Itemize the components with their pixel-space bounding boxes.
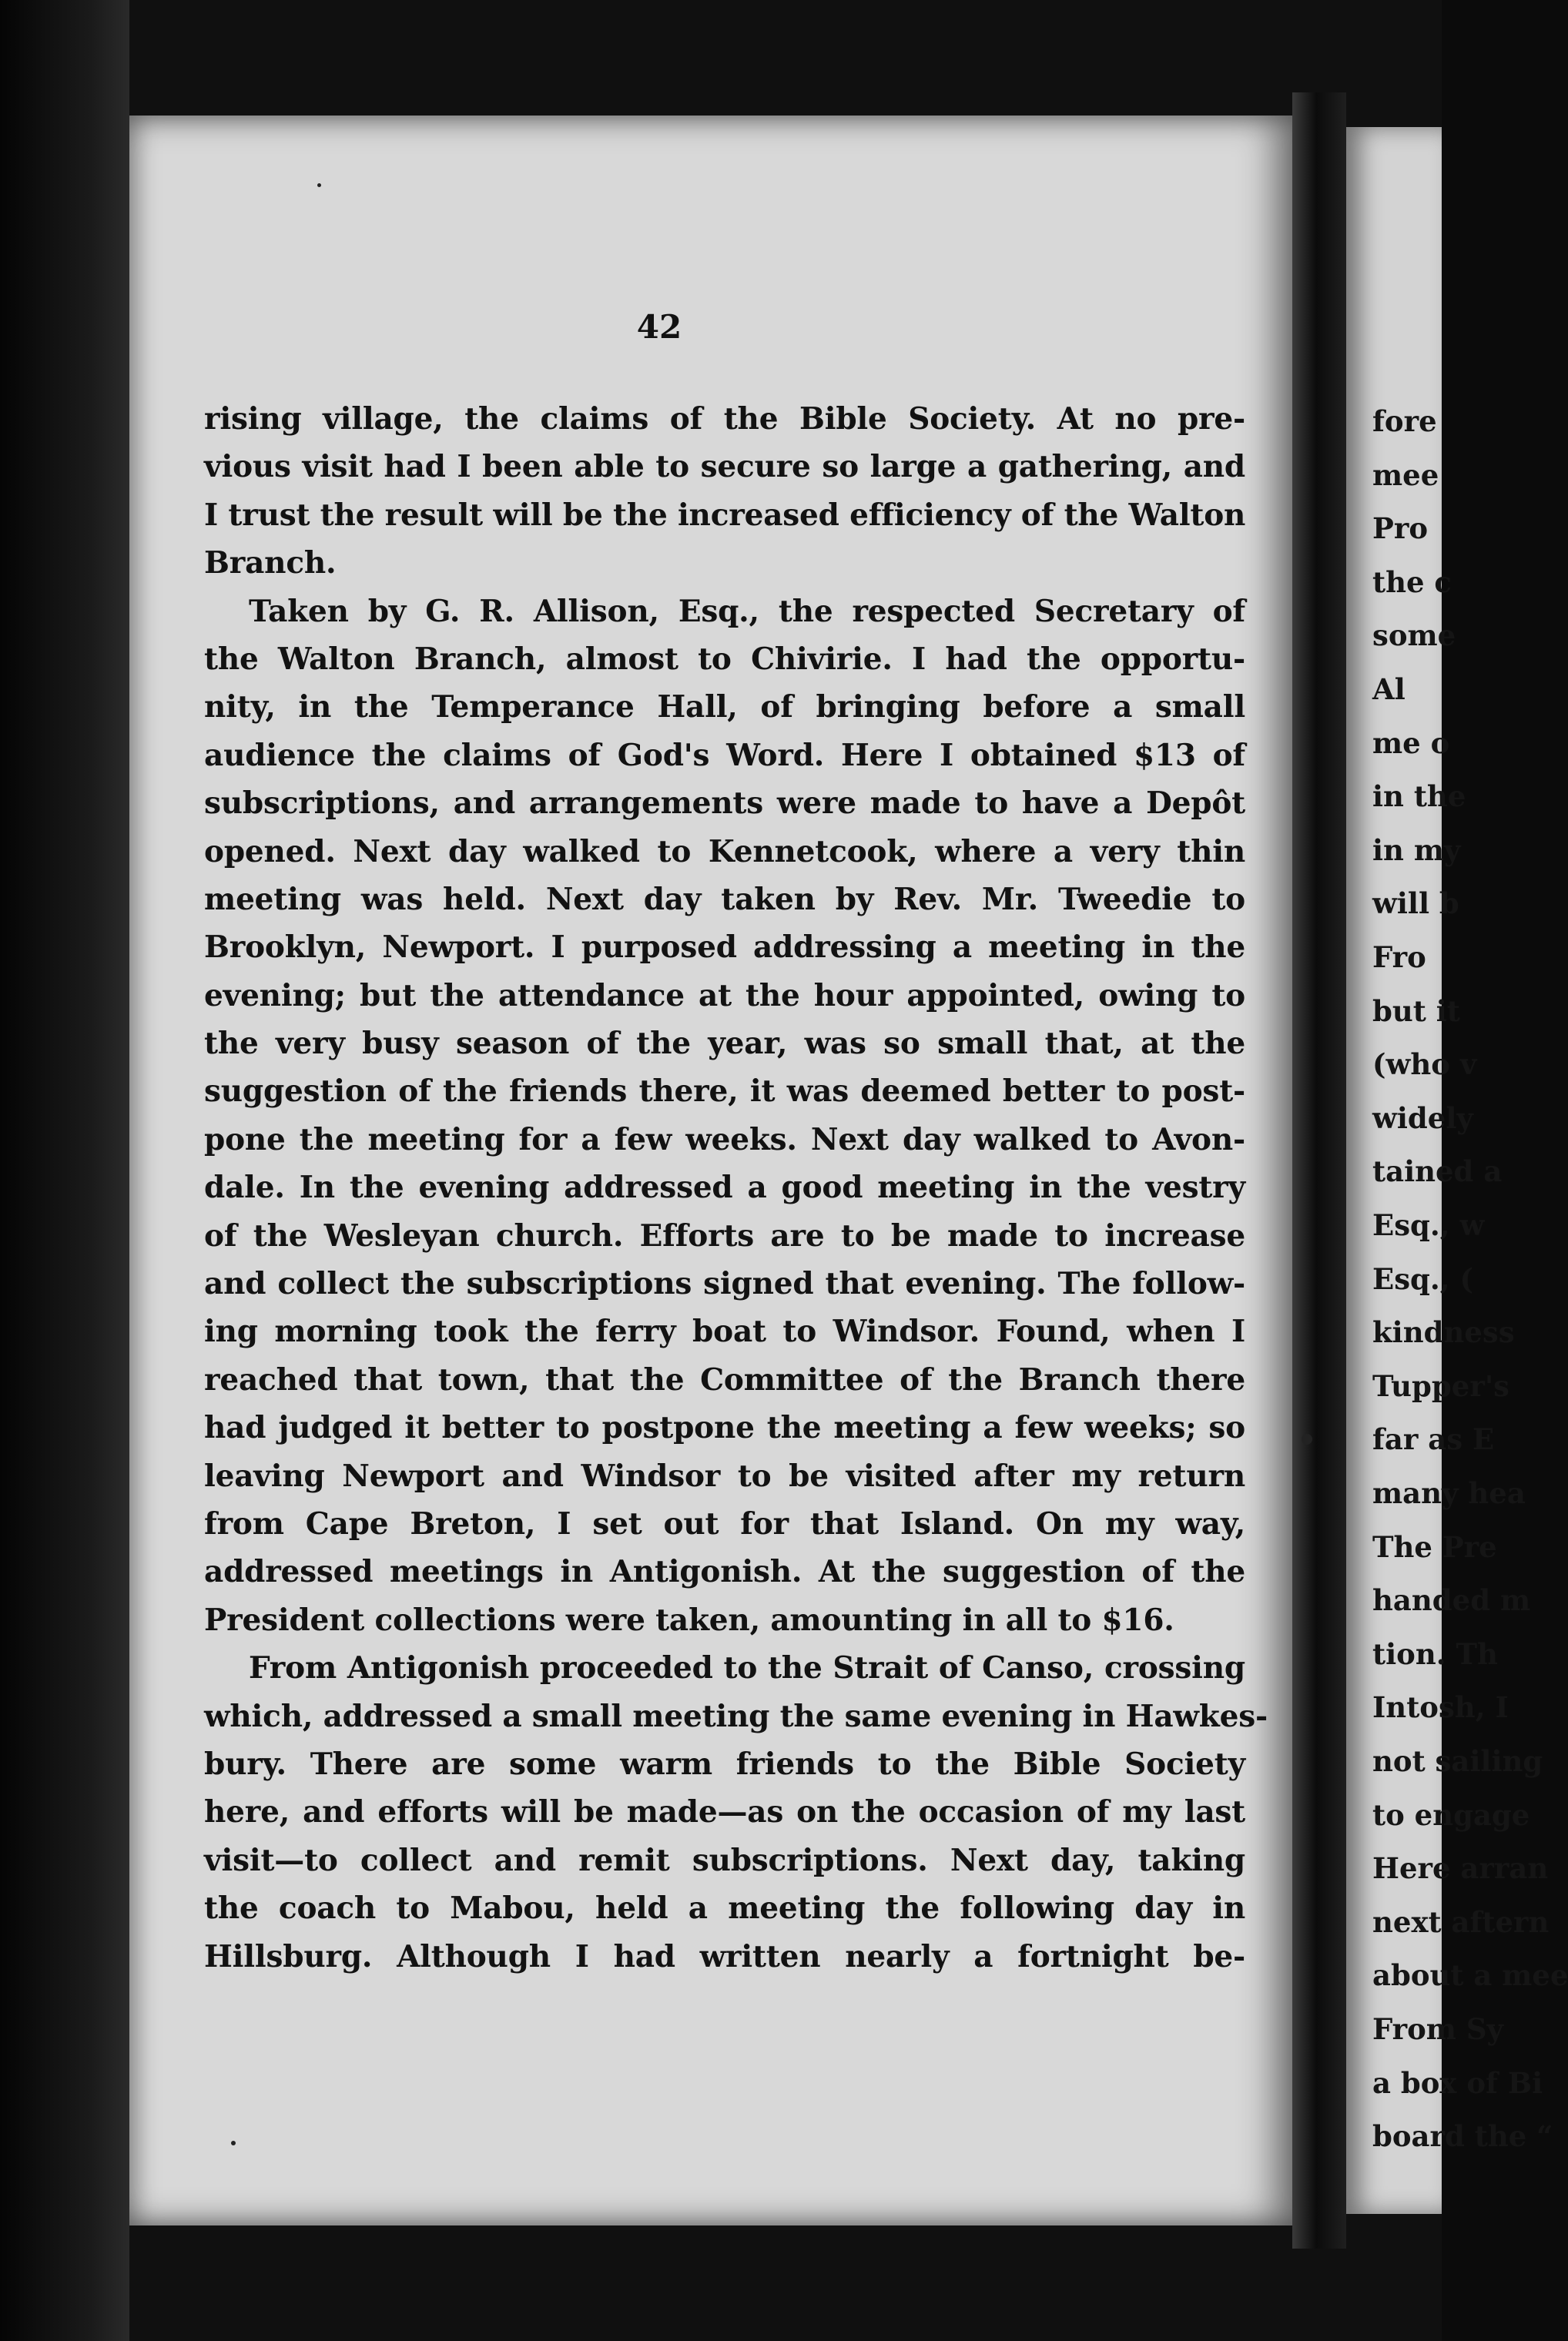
page-gutter bbox=[1292, 92, 1346, 2249]
text-line: dale. In the evening addressed a good meeting in the vestry bbox=[204, 1170, 1245, 1206]
right-page-line: some bbox=[1372, 618, 1456, 653]
right-page-line: me o bbox=[1372, 725, 1450, 760]
right-page-line: Esq., w bbox=[1372, 1208, 1485, 1242]
right-page-line: far as E bbox=[1372, 1422, 1495, 1457]
text-line: evening; but the attendance at the hour appointed, owing to bbox=[204, 977, 1245, 1013]
text-line: from Cape Breton, I set out for that Island. On my way, bbox=[204, 1505, 1245, 1542]
right-page-line: tion. Th bbox=[1372, 1636, 1498, 1671]
binding-edge bbox=[0, 0, 129, 2341]
text-line: ing morning took the ferry boat to Windsor. Found, when I bbox=[204, 1314, 1245, 1350]
right-page-line: many hea bbox=[1372, 1476, 1526, 1510]
right-page-line: fore bbox=[1372, 404, 1437, 438]
text-line: From Antigonish proceeded to the Strait of Canso, crossing bbox=[249, 1650, 1245, 1686]
right-page-line: The Pre bbox=[1372, 1529, 1497, 1564]
text-line: Taken by G. R. Allison, Esq., the respected Secretary of bbox=[249, 593, 1245, 629]
text-line: had judged it better to postpone the meeting a few weeks; so bbox=[204, 1410, 1245, 1446]
text-line: and collect the subscriptions signed that evening. The follow- bbox=[204, 1266, 1245, 1302]
text-line: the Walton Branch, almost to Chivirie. I had the opportu- bbox=[204, 641, 1245, 677]
right-page-line: board the “ bbox=[1372, 2119, 1553, 2154]
right-page-line: mee bbox=[1372, 457, 1439, 492]
right-page-line: handed m bbox=[1372, 1583, 1531, 1618]
text-line: pone the meeting for a few weeks. Next day walked to Avon- bbox=[204, 1121, 1245, 1157]
text-line: suggestion of the friends there, it was deemed better to post- bbox=[204, 1073, 1245, 1110]
text-line: reached that town, that the Committee of the Branch there bbox=[204, 1361, 1245, 1398]
text-line: vious visit had I been able to secure so large a gathering, and bbox=[204, 449, 1245, 485]
text-line: the coach to Mabou, held a meeting the following day in bbox=[204, 1891, 1245, 1927]
right-page-line: Fro bbox=[1372, 940, 1426, 974]
text-line: nity, in the Temperance Hall, of bringing before a small bbox=[204, 689, 1245, 725]
right-page-line: but it bbox=[1372, 993, 1460, 1028]
text-line: leaving Newport and Windsor to be visited after my return bbox=[204, 1458, 1245, 1494]
text-line: visit—to collect and remit subscriptions. Next day, taking bbox=[204, 1842, 1245, 1878]
text-line: I trust the result will be the increased efficiency of the Walton bbox=[204, 497, 1246, 533]
text-line: which, addressed a small meeting the same evening in Hawkes- bbox=[204, 1698, 1268, 1734]
right-page-line: Here arran bbox=[1372, 1851, 1549, 1886]
right-page-line: widely bbox=[1372, 1100, 1473, 1135]
text-line: bury. There are some warm friends to the Bible Society bbox=[204, 1746, 1245, 1782]
right-page-line: a box of Bi bbox=[1372, 2065, 1543, 2100]
page-number: 42 bbox=[636, 308, 682, 346]
text-line: Branch. bbox=[204, 545, 337, 581]
right-page-line: Pro bbox=[1372, 511, 1428, 546]
right-page-line: Intosh, I bbox=[1372, 1690, 1509, 1725]
right-page-line: will b bbox=[1372, 886, 1459, 921]
right-page-line: Esq., ( bbox=[1372, 1261, 1474, 1296]
right-page-line: the c bbox=[1372, 564, 1452, 599]
ink-speck bbox=[317, 183, 321, 187]
right-page-line: Tupper's bbox=[1372, 1368, 1509, 1403]
text-line: audience the claims of God's Word. Here I obtained $13 of bbox=[204, 737, 1245, 773]
right-page-line: (who v bbox=[1372, 1047, 1477, 1082]
text-line: Hillsburg. Although I had written nearly a fortnight be- bbox=[204, 1938, 1245, 1974]
text-line: here, and efforts will be made—as on the occasion of my last bbox=[204, 1794, 1245, 1830]
ink-speck bbox=[1302, 1434, 1312, 1445]
text-line: President collections were taken, amounting in all to $16. bbox=[204, 1602, 1174, 1638]
right-page-line: From Sy bbox=[1372, 2012, 1504, 2046]
right-page-line: Al bbox=[1372, 672, 1406, 706]
text-line: of the Wesleyan church. Efforts are to be made to increase bbox=[204, 1217, 1245, 1254]
right-page-line: kindness bbox=[1372, 1315, 1515, 1350]
right-page-line: about a mee bbox=[1372, 1958, 1568, 1993]
page-body-text bbox=[204, 395, 1268, 1981]
ink-speck bbox=[231, 2141, 236, 2145]
text-line: rising village, the claims of the Bible Society. At no pre- bbox=[204, 401, 1245, 437]
right-page-line: in the bbox=[1372, 779, 1466, 814]
text-line: subscriptions, and arrangements were made to have a Depôt bbox=[204, 785, 1245, 822]
right-page-line: not sailing bbox=[1372, 1744, 1543, 1778]
text-line: the very busy season of the year, was so small that, at the bbox=[204, 1026, 1245, 1062]
right-page-line: in my bbox=[1372, 832, 1461, 867]
right-page-line: tained a bbox=[1372, 1154, 1503, 1189]
text-line: addressed meetings in Antigonish. At the suggestion of the bbox=[204, 1554, 1245, 1590]
right-page-line: next aftern bbox=[1372, 1904, 1550, 1939]
right-page-partial bbox=[1346, 127, 1568, 2214]
text-line: Brooklyn, Newport. I purposed addressing a meeting in the bbox=[204, 929, 1245, 966]
text-line: opened. Next day walked to Kennetcook, where a very thin bbox=[204, 833, 1245, 869]
text-line: meeting was held. Next day taken by Rev. Mr. Tweedie to bbox=[204, 881, 1245, 917]
right-page-line: to engage bbox=[1372, 1797, 1530, 1832]
